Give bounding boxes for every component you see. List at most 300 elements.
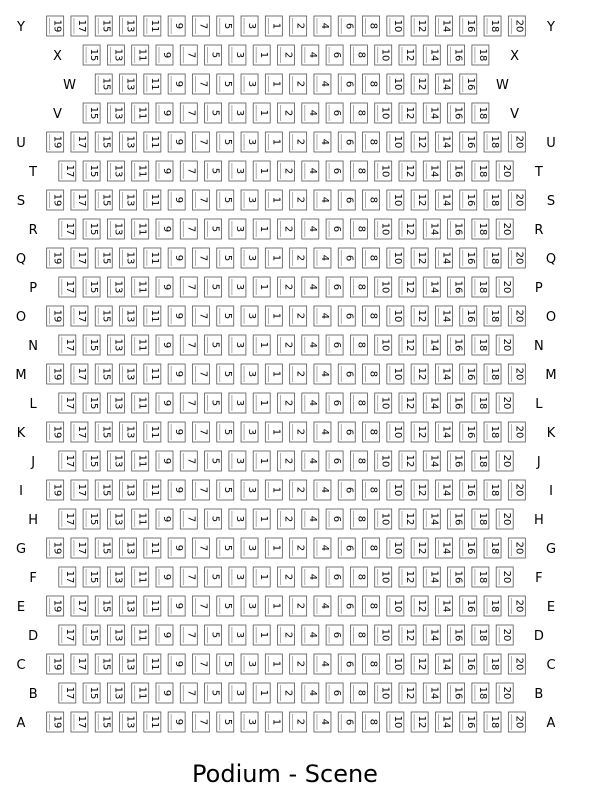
seat[interactable] <box>290 538 307 558</box>
seat[interactable] <box>229 219 246 239</box>
seat[interactable] <box>241 74 258 94</box>
seat[interactable] <box>375 625 392 645</box>
seat[interactable] <box>59 567 76 587</box>
seat[interactable] <box>302 45 319 65</box>
seat[interactable] <box>460 364 477 384</box>
seat[interactable] <box>338 74 355 94</box>
seat[interactable] <box>59 393 76 413</box>
seat[interactable] <box>180 567 197 587</box>
seat[interactable] <box>387 16 404 36</box>
seat[interactable] <box>107 509 124 529</box>
seat[interactable] <box>144 654 161 674</box>
seat[interactable] <box>314 306 331 326</box>
seat[interactable] <box>302 335 319 355</box>
seat[interactable] <box>399 161 416 181</box>
seat[interactable] <box>399 393 416 413</box>
seat[interactable] <box>47 364 64 384</box>
seat[interactable] <box>47 132 64 152</box>
seat[interactable] <box>326 103 343 123</box>
seat[interactable] <box>156 335 173 355</box>
seat[interactable] <box>350 509 367 529</box>
seat[interactable] <box>326 509 343 529</box>
seat[interactable] <box>460 538 477 558</box>
seat[interactable] <box>83 277 100 297</box>
seat[interactable] <box>338 480 355 500</box>
seat[interactable] <box>448 161 465 181</box>
seat[interactable] <box>338 596 355 616</box>
seat[interactable] <box>387 712 404 732</box>
seat[interactable] <box>47 16 64 36</box>
seat[interactable] <box>496 277 513 297</box>
seat[interactable] <box>508 712 525 732</box>
seat[interactable] <box>411 596 428 616</box>
seat[interactable] <box>156 683 173 703</box>
seat[interactable] <box>205 103 222 123</box>
seat[interactable] <box>411 74 428 94</box>
seat[interactable] <box>314 190 331 210</box>
seat[interactable] <box>387 596 404 616</box>
seat[interactable] <box>144 712 161 732</box>
seat[interactable] <box>265 248 282 268</box>
seat[interactable] <box>59 451 76 471</box>
seat[interactable] <box>326 567 343 587</box>
seat[interactable] <box>435 654 452 674</box>
seat[interactable] <box>278 567 295 587</box>
seat[interactable] <box>120 596 137 616</box>
seat[interactable] <box>107 335 124 355</box>
seat[interactable] <box>229 625 246 645</box>
seat[interactable] <box>435 538 452 558</box>
seat[interactable] <box>278 393 295 413</box>
seat[interactable] <box>302 277 319 297</box>
seat[interactable] <box>314 654 331 674</box>
seat[interactable] <box>326 277 343 297</box>
seat[interactable] <box>387 364 404 384</box>
seat[interactable] <box>314 422 331 442</box>
seat[interactable] <box>217 132 234 152</box>
seat[interactable] <box>144 190 161 210</box>
seat[interactable] <box>290 74 307 94</box>
seat[interactable] <box>448 567 465 587</box>
seat[interactable] <box>363 480 380 500</box>
seat[interactable] <box>302 683 319 703</box>
seat[interactable] <box>423 451 440 471</box>
seat[interactable] <box>484 422 501 442</box>
seat[interactable] <box>120 190 137 210</box>
seat[interactable] <box>241 248 258 268</box>
seat[interactable] <box>107 103 124 123</box>
seat[interactable] <box>265 712 282 732</box>
seat[interactable] <box>120 132 137 152</box>
seat[interactable] <box>229 335 246 355</box>
seat[interactable] <box>508 538 525 558</box>
seat[interactable] <box>217 248 234 268</box>
seat[interactable] <box>217 306 234 326</box>
seat[interactable] <box>314 364 331 384</box>
seat[interactable] <box>448 509 465 529</box>
seat[interactable] <box>314 538 331 558</box>
seat[interactable] <box>484 16 501 36</box>
seat[interactable] <box>59 277 76 297</box>
seat[interactable] <box>144 538 161 558</box>
seat[interactable] <box>47 190 64 210</box>
seat[interactable] <box>326 625 343 645</box>
seat[interactable] <box>217 596 234 616</box>
seat[interactable] <box>132 509 149 529</box>
seat[interactable] <box>47 654 64 674</box>
seat[interactable] <box>132 625 149 645</box>
seat[interactable] <box>180 161 197 181</box>
seat[interactable] <box>399 219 416 239</box>
seat[interactable] <box>472 625 489 645</box>
seat[interactable] <box>83 393 100 413</box>
seat[interactable] <box>399 683 416 703</box>
seat[interactable] <box>460 422 477 442</box>
seat[interactable] <box>253 45 270 65</box>
seat[interactable] <box>423 45 440 65</box>
seat[interactable] <box>484 306 501 326</box>
seat[interactable] <box>350 625 367 645</box>
seat[interactable] <box>338 422 355 442</box>
seat[interactable] <box>326 335 343 355</box>
seat[interactable] <box>229 393 246 413</box>
seat[interactable] <box>205 567 222 587</box>
seat[interactable] <box>95 248 112 268</box>
seat[interactable] <box>290 422 307 442</box>
seat[interactable] <box>423 509 440 529</box>
seat[interactable] <box>253 567 270 587</box>
seat[interactable] <box>132 277 149 297</box>
seat[interactable] <box>120 538 137 558</box>
seat[interactable] <box>192 248 209 268</box>
seat[interactable] <box>302 219 319 239</box>
seat[interactable] <box>387 538 404 558</box>
seat[interactable] <box>290 596 307 616</box>
seat[interactable] <box>192 16 209 36</box>
seat[interactable] <box>83 509 100 529</box>
seat[interactable] <box>71 132 88 152</box>
seat[interactable] <box>399 567 416 587</box>
seat[interactable] <box>107 683 124 703</box>
seat[interactable] <box>168 132 185 152</box>
seat[interactable] <box>253 683 270 703</box>
seat[interactable] <box>448 103 465 123</box>
seat[interactable] <box>411 132 428 152</box>
seat[interactable] <box>229 451 246 471</box>
seat[interactable] <box>314 16 331 36</box>
seat[interactable] <box>83 683 100 703</box>
seat[interactable] <box>120 74 137 94</box>
seat[interactable] <box>120 248 137 268</box>
seat[interactable] <box>217 654 234 674</box>
seat[interactable] <box>423 683 440 703</box>
seat[interactable] <box>411 306 428 326</box>
seat[interactable] <box>435 16 452 36</box>
seat[interactable] <box>168 538 185 558</box>
seat[interactable] <box>265 132 282 152</box>
seat[interactable] <box>180 45 197 65</box>
seat[interactable] <box>168 306 185 326</box>
seat[interactable] <box>107 277 124 297</box>
seat[interactable] <box>253 161 270 181</box>
seat[interactable] <box>205 683 222 703</box>
seat[interactable] <box>435 132 452 152</box>
seat[interactable] <box>144 248 161 268</box>
seat[interactable] <box>205 277 222 297</box>
seat[interactable] <box>95 306 112 326</box>
seat[interactable] <box>71 190 88 210</box>
seat[interactable] <box>363 654 380 674</box>
seat[interactable] <box>120 306 137 326</box>
seat[interactable] <box>423 567 440 587</box>
seat[interactable] <box>387 190 404 210</box>
seat[interactable] <box>387 248 404 268</box>
seat[interactable] <box>180 393 197 413</box>
seat[interactable] <box>326 451 343 471</box>
seat[interactable] <box>423 393 440 413</box>
seat[interactable] <box>120 16 137 36</box>
seat[interactable] <box>508 422 525 442</box>
seat[interactable] <box>508 248 525 268</box>
seat[interactable] <box>278 161 295 181</box>
seat[interactable] <box>168 480 185 500</box>
seat[interactable] <box>253 451 270 471</box>
seat[interactable] <box>156 219 173 239</box>
seat[interactable] <box>411 538 428 558</box>
seat[interactable] <box>472 161 489 181</box>
seat[interactable] <box>363 190 380 210</box>
seat[interactable] <box>144 132 161 152</box>
seat[interactable] <box>95 364 112 384</box>
seat[interactable] <box>399 509 416 529</box>
seat[interactable] <box>278 509 295 529</box>
seat[interactable] <box>411 480 428 500</box>
seat[interactable] <box>156 45 173 65</box>
seat[interactable] <box>47 422 64 442</box>
seat[interactable] <box>265 596 282 616</box>
seat[interactable] <box>338 16 355 36</box>
seat[interactable] <box>156 625 173 645</box>
seat[interactable] <box>460 480 477 500</box>
seat[interactable] <box>192 712 209 732</box>
seat[interactable] <box>278 625 295 645</box>
seat[interactable] <box>107 625 124 645</box>
seat[interactable] <box>168 364 185 384</box>
seat[interactable] <box>472 393 489 413</box>
seat[interactable] <box>399 103 416 123</box>
seat[interactable] <box>399 451 416 471</box>
seat[interactable] <box>156 103 173 123</box>
seat[interactable] <box>205 451 222 471</box>
seat[interactable] <box>253 393 270 413</box>
seat[interactable] <box>460 248 477 268</box>
seat[interactable] <box>314 596 331 616</box>
seat[interactable] <box>83 45 100 65</box>
seat[interactable] <box>496 683 513 703</box>
seat[interactable] <box>47 306 64 326</box>
seat[interactable] <box>217 422 234 442</box>
seat[interactable] <box>496 219 513 239</box>
seat[interactable] <box>302 509 319 529</box>
seat[interactable] <box>83 161 100 181</box>
seat[interactable] <box>338 654 355 674</box>
seat[interactable] <box>168 712 185 732</box>
seat[interactable] <box>326 393 343 413</box>
seat[interactable] <box>350 161 367 181</box>
seat[interactable] <box>241 364 258 384</box>
seat[interactable] <box>253 103 270 123</box>
seat[interactable] <box>326 161 343 181</box>
seat[interactable] <box>241 480 258 500</box>
seat[interactable] <box>192 422 209 442</box>
seat[interactable] <box>192 132 209 152</box>
seat[interactable] <box>508 190 525 210</box>
seat[interactable] <box>423 625 440 645</box>
seat[interactable] <box>47 480 64 500</box>
seat[interactable] <box>484 132 501 152</box>
seat[interactable] <box>399 335 416 355</box>
seat[interactable] <box>71 596 88 616</box>
seat[interactable] <box>132 103 149 123</box>
seat[interactable] <box>144 480 161 500</box>
seat[interactable] <box>448 335 465 355</box>
seat[interactable] <box>496 509 513 529</box>
seat[interactable] <box>399 45 416 65</box>
seat[interactable] <box>314 132 331 152</box>
seat[interactable] <box>338 306 355 326</box>
seat[interactable] <box>448 451 465 471</box>
seat[interactable] <box>484 364 501 384</box>
seat[interactable] <box>350 683 367 703</box>
seat[interactable] <box>132 683 149 703</box>
seat[interactable] <box>120 654 137 674</box>
seat[interactable] <box>241 16 258 36</box>
seat[interactable] <box>168 422 185 442</box>
seat[interactable] <box>83 103 100 123</box>
seat[interactable] <box>472 451 489 471</box>
seat[interactable] <box>375 161 392 181</box>
seat[interactable] <box>265 364 282 384</box>
seat[interactable] <box>217 480 234 500</box>
seat[interactable] <box>120 364 137 384</box>
seat[interactable] <box>95 480 112 500</box>
seat[interactable] <box>95 596 112 616</box>
seat[interactable] <box>338 364 355 384</box>
seat[interactable] <box>375 219 392 239</box>
seat[interactable] <box>448 219 465 239</box>
seat[interactable] <box>265 306 282 326</box>
seat[interactable] <box>290 480 307 500</box>
seat[interactable] <box>350 277 367 297</box>
seat[interactable] <box>484 190 501 210</box>
seat[interactable] <box>265 74 282 94</box>
seat[interactable] <box>375 103 392 123</box>
seat[interactable] <box>83 335 100 355</box>
seat[interactable] <box>290 364 307 384</box>
seat[interactable] <box>435 248 452 268</box>
seat[interactable] <box>95 538 112 558</box>
seat[interactable] <box>350 219 367 239</box>
seat[interactable] <box>59 509 76 529</box>
seat[interactable] <box>496 567 513 587</box>
seat[interactable] <box>47 538 64 558</box>
seat[interactable] <box>508 132 525 152</box>
seat[interactable] <box>205 393 222 413</box>
seat[interactable] <box>156 161 173 181</box>
seat[interactable] <box>278 219 295 239</box>
seat[interactable] <box>411 190 428 210</box>
seat[interactable] <box>387 422 404 442</box>
seat[interactable] <box>314 74 331 94</box>
seat[interactable] <box>496 335 513 355</box>
seat[interactable] <box>472 683 489 703</box>
seat[interactable] <box>363 16 380 36</box>
seat[interactable] <box>375 567 392 587</box>
seat[interactable] <box>326 219 343 239</box>
seat[interactable] <box>278 451 295 471</box>
seat[interactable] <box>192 74 209 94</box>
seat[interactable] <box>132 45 149 65</box>
seat[interactable] <box>460 306 477 326</box>
seat[interactable] <box>241 306 258 326</box>
seat[interactable] <box>387 74 404 94</box>
seat[interactable] <box>435 364 452 384</box>
seat[interactable] <box>338 248 355 268</box>
seat[interactable] <box>229 277 246 297</box>
seat[interactable] <box>448 393 465 413</box>
seat[interactable] <box>217 16 234 36</box>
seat[interactable] <box>338 538 355 558</box>
seat[interactable] <box>144 74 161 94</box>
seat[interactable] <box>95 74 112 94</box>
seat[interactable] <box>326 683 343 703</box>
seat[interactable] <box>95 712 112 732</box>
seat[interactable] <box>338 132 355 152</box>
seat[interactable] <box>363 538 380 558</box>
seat[interactable] <box>156 509 173 529</box>
seat[interactable] <box>508 306 525 326</box>
seat[interactable] <box>302 393 319 413</box>
seat[interactable] <box>192 364 209 384</box>
seat[interactable] <box>241 654 258 674</box>
seat[interactable] <box>205 219 222 239</box>
seat[interactable] <box>472 335 489 355</box>
seat[interactable] <box>144 16 161 36</box>
seat[interactable] <box>423 277 440 297</box>
seat[interactable] <box>47 596 64 616</box>
seat[interactable] <box>144 422 161 442</box>
seat[interactable] <box>217 74 234 94</box>
seat[interactable] <box>363 74 380 94</box>
seat[interactable] <box>83 219 100 239</box>
seat[interactable] <box>278 103 295 123</box>
seat[interactable] <box>411 654 428 674</box>
seat[interactable] <box>59 219 76 239</box>
seat[interactable] <box>217 190 234 210</box>
seat[interactable] <box>399 277 416 297</box>
seat[interactable] <box>95 132 112 152</box>
seat[interactable] <box>290 16 307 36</box>
seat[interactable] <box>302 161 319 181</box>
seat[interactable] <box>241 596 258 616</box>
seat[interactable] <box>350 335 367 355</box>
seat[interactable] <box>484 596 501 616</box>
seat[interactable] <box>290 248 307 268</box>
seat[interactable] <box>180 451 197 471</box>
seat[interactable] <box>229 103 246 123</box>
seat[interactable] <box>59 161 76 181</box>
seat[interactable] <box>278 335 295 355</box>
